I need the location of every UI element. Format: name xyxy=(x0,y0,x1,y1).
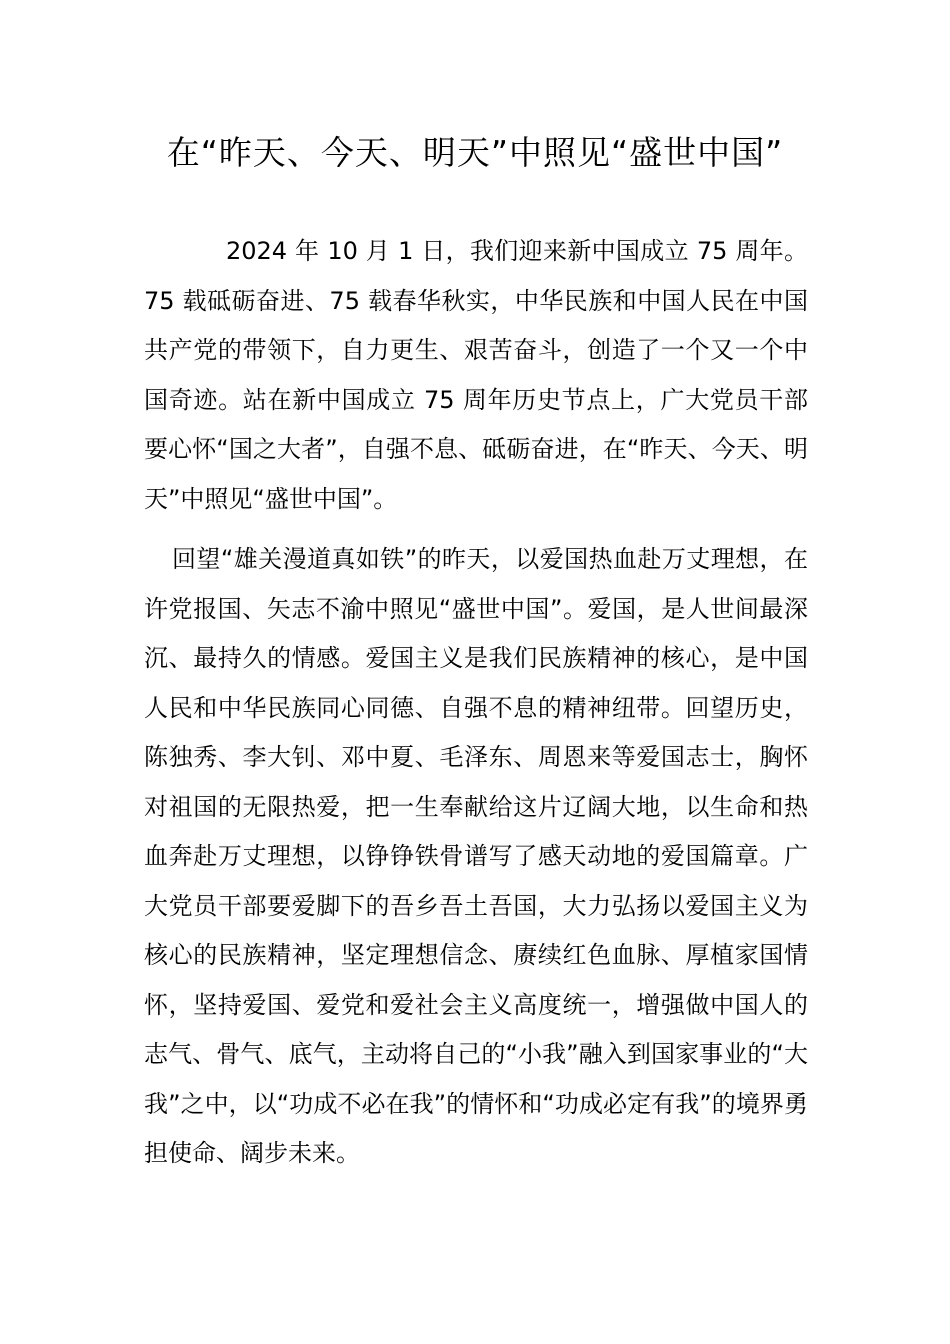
document-title: 在“昨天、今天、明天”中照见“盛世中国” xyxy=(166,133,784,172)
paragraph-yesterday: 回望“雄关漫道真如铁”的昨天，以爱国热血赴万丈理想，在许党报国、矢志不渝中照见“盛世中国”。爱国，是人世间最深沉、最持久的情感。爱国主义是我们民族精神的核心，是中国人民和中华民族同心同德、自强不息的精神纽带。回望历史，陈独秀、李大钊、邓中夏、毛泽东、周恩来等爱国志士，胸怀对祖国的无限热爱，把一生奉献给这片辽阔大地，以生命和热血奔赴万丈理想，以铮铮铁骨谱写了感天动地的爱国篇章。广大党员干部要爱脚下的吾乡吾土吾国，大力弘扬以爱国主义为核心的民族精神，坚定理想信念、赓续红色血脉、厚植家国情怀，坚持爱国、爱党和爱社会主义高度统一，增强做中国人的志气、骨气、底气，主动将自己的“小我”融入到国家事业的“大我”之中，以“功成不必在我”的情怀和“功成必定有我”的境界勇担使命、阔步未来。 xyxy=(144,545,808,1167)
paragraph-intro: 2024 年 10 月 1 日，我们迎来新中国成立 75 周年。75 载砥砺奋进、75 载春华秋实，中华民族和中国人民在中国共产党的带领下，自力更生、艰苦奋斗，创造了一个又一个中国奇迹。站在新中国成立 75 周年历史节点上，广大党员干部要心怀“国之大者”，自强不息、砥砺奋进，在“昨天、今天、明天”中照见“盛世中国”。 xyxy=(144,237,808,513)
document-body xyxy=(144,227,808,1179)
